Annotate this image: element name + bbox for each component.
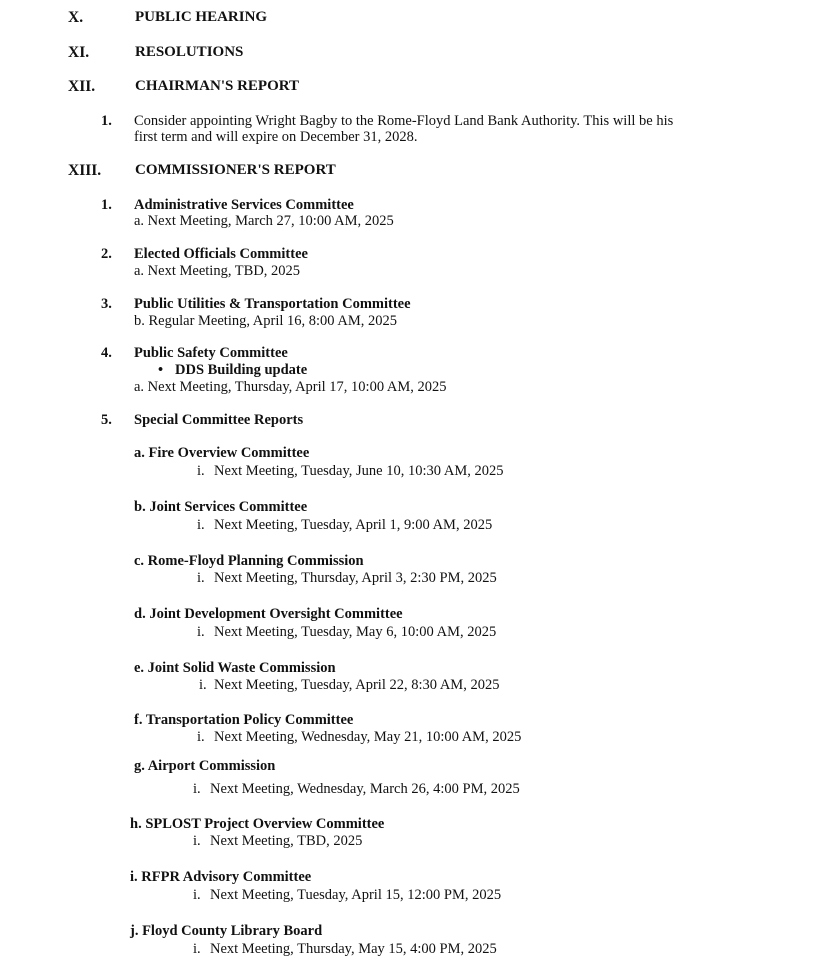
section-title-public-hearing: PUBLIC HEARING [135, 9, 268, 25]
roman-subitem-number: i. [197, 729, 205, 745]
special-committee-title: i. RFPR Advisory Committee [130, 869, 312, 885]
section-numeral: X. [68, 9, 84, 26]
roman-subitem-number: i. [199, 677, 207, 693]
section-title-resolutions: RESOLUTIONS [135, 44, 244, 60]
section-title-chairmans-report: CHAIRMAN'S REPORT [135, 78, 300, 94]
special-committee-meeting: Next Meeting, Thursday, May 15, 4:00 PM, 2025 [210, 941, 497, 957]
committee-title: Special Committee Reports [134, 412, 304, 428]
committee-title: Administrative Services Committee [134, 197, 354, 213]
section-numeral: XII. [68, 78, 96, 95]
special-committee-meeting: Next Meeting, Tuesday, April 1, 9:00 AM, 2025 [214, 517, 493, 533]
special-committee-title: h. SPLOST Project Overview Committee [130, 816, 385, 832]
committee-meeting: a. Next Meeting, Thursday, April 17, 10:00 AM, 2025 [134, 379, 447, 395]
item-number: 2. [101, 246, 112, 262]
special-committee-title: b. Joint Services Committee [134, 499, 308, 515]
committee-title: Elected Officials Committee [134, 246, 308, 262]
special-committee-meeting: Next Meeting, TBD, 2025 [210, 833, 363, 849]
roman-subitem-number: i. [197, 624, 205, 640]
committee-title: Public Safety Committee [134, 345, 288, 361]
item-number: 3. [101, 296, 112, 312]
special-committee-meeting: Next Meeting, Wednesday, May 21, 10:00 AM, 2025 [214, 729, 522, 745]
roman-subitem-number: i. [193, 833, 201, 849]
special-committee-meeting: Next Meeting, Tuesday, April 15, 12:00 PM, 2025 [210, 887, 502, 903]
special-committee-title: j. Floyd County Library Board [130, 923, 323, 939]
special-committee-meeting: Next Meeting, Tuesday, May 6, 10:00 AM, 2025 [214, 624, 497, 640]
special-committee-title: f. Transportation Policy Committee [134, 712, 354, 728]
roman-subitem-number: i. [197, 463, 205, 479]
roman-subitem-number: i. [197, 570, 205, 586]
section-title-commissioners-report: COMMISSIONER'S REPORT [135, 162, 336, 178]
chairman-item-text: first term and will expire on December 31, 2028. [134, 129, 418, 145]
committee-meeting: a. Next Meeting, March 27, 10:00 AM, 2025 [134, 213, 394, 229]
roman-subitem-number: i. [193, 781, 201, 797]
committee-bullet-item: DDS Building update [175, 362, 308, 378]
chairman-item-text: Consider appointing Wright Bagby to the Rome-Floyd Land Bank Authority. This will be his [134, 113, 674, 129]
section-numeral: XI. [68, 44, 90, 61]
special-committee-meeting: Next Meeting, Thursday, April 3, 2:30 PM, 2025 [214, 570, 497, 586]
special-committee-title: a. Fire Overview Committee [134, 445, 310, 461]
item-number: 1. [101, 197, 112, 213]
special-committee-title: g. Airport Commission [134, 758, 276, 774]
item-number: 5. [101, 412, 112, 428]
roman-subitem-number: i. [193, 941, 201, 957]
committee-meeting: a. Next Meeting, TBD, 2025 [134, 263, 301, 279]
committee-title: Public Utilities & Transportation Committee [134, 296, 411, 312]
roman-subitem-number: i. [193, 887, 201, 903]
special-committee-meeting: Next Meeting, Tuesday, April 22, 8:30 AM, 2025 [214, 677, 500, 693]
roman-subitem-number: i. [197, 517, 205, 533]
committee-meeting: b. Regular Meeting, April 16, 8:00 AM, 2025 [134, 313, 397, 329]
bullet-icon: • [158, 362, 164, 378]
special-committee-title: e. Joint Solid Waste Commission [134, 660, 336, 676]
section-numeral: XIII. [68, 162, 102, 179]
special-committee-title: c. Rome-Floyd Planning Commission [134, 553, 364, 569]
item-number: 4. [101, 345, 112, 361]
special-committee-meeting: Next Meeting, Wednesday, March 26, 4:00 PM, 2025 [210, 781, 520, 797]
item-number: 1. [101, 113, 112, 129]
special-committee-title: d. Joint Development Oversight Committee [134, 606, 403, 622]
special-committee-meeting: Next Meeting, Tuesday, June 10, 10:30 AM, 2025 [214, 463, 504, 479]
